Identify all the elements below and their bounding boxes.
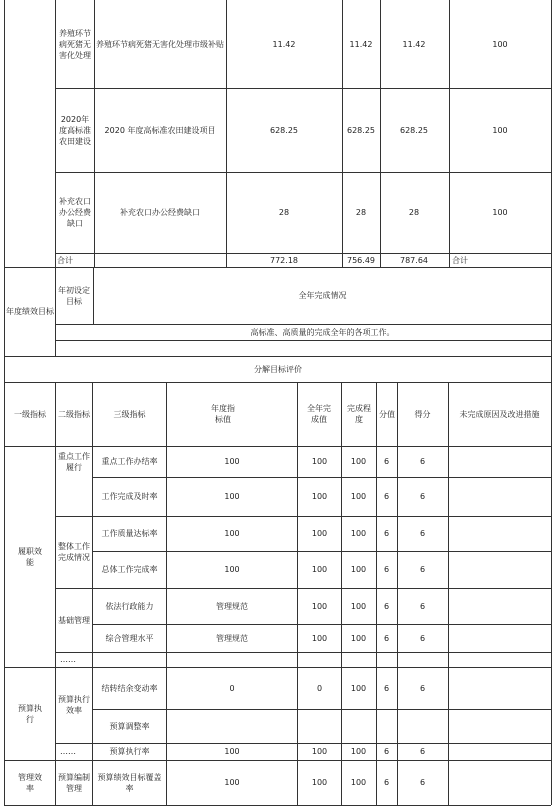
value-b-1: 11.42 xyxy=(349,39,373,49)
ellipsis-2: …… xyxy=(60,747,76,756)
subgroup-budget-eff: 预算执行效率 xyxy=(58,695,90,715)
group-perf: 履职效能 xyxy=(18,546,42,567)
value-b-2: 628.25 xyxy=(347,125,375,135)
total-label: 合计 xyxy=(57,255,73,265)
row-degree: 100 xyxy=(350,492,367,501)
row-actual: 100 xyxy=(311,633,328,643)
row-points: 6 xyxy=(383,778,390,787)
annual-completion-label: 全年完成情况 xyxy=(298,291,347,300)
row-actual: 100 xyxy=(311,565,328,574)
row-score: 6 xyxy=(419,529,426,538)
row-score: 6 xyxy=(419,565,426,574)
project-desc-2: 2020 年度高标准农田建设项目 xyxy=(104,125,216,135)
value-a-3: 28 xyxy=(278,208,290,217)
value-c-2: 628.25 xyxy=(400,125,428,135)
ellipsis-1: …… xyxy=(60,655,76,664)
project-name-2: 2020年度高标准农田建设 xyxy=(59,114,91,146)
row-target: 100 xyxy=(224,565,240,574)
row-actual: 100 xyxy=(311,457,328,466)
breakdown-title: 分解目标评价 xyxy=(254,364,302,374)
row-target: 100 xyxy=(224,529,240,538)
header-level2: 二级指标 xyxy=(58,409,90,419)
row-level3: 预算绩效目标覆盖率 xyxy=(97,772,162,793)
row-actual: 100 xyxy=(311,747,328,756)
group-mgmt: 管理效率 xyxy=(18,772,42,793)
row-level3: 预算执行率 xyxy=(109,747,150,756)
total-a: 772.18 xyxy=(270,255,298,265)
row-score: 6 xyxy=(419,778,426,787)
total-b: 756.49 xyxy=(347,255,375,265)
row-actual: 100 xyxy=(311,529,328,538)
score-1: 100 xyxy=(492,39,508,49)
row-score: 6 xyxy=(419,492,426,501)
row-level3: 总体工作完成率 xyxy=(101,565,158,574)
row-target xyxy=(168,710,296,742)
project-name-1: 养殖环节病死猪无害化处理 xyxy=(59,28,91,60)
row-score: 6 xyxy=(419,457,426,466)
value-c-1: 11.42 xyxy=(402,39,426,49)
row-points xyxy=(377,710,396,742)
header-completion: 全年完成值 xyxy=(307,404,331,424)
annual-content: 高标准、高质量的完成全年的各项工作。 xyxy=(250,327,395,337)
group-budget: 预算执行 xyxy=(18,703,42,724)
row-degree: 100 xyxy=(350,778,367,787)
total-label-2: 合计 xyxy=(452,255,468,265)
row-target: 管理规范 xyxy=(216,633,248,643)
row-degree xyxy=(342,710,375,742)
header-annual-target: 年度指标值 xyxy=(211,404,235,424)
row-degree: 100 xyxy=(350,747,367,756)
row-score: 6 xyxy=(419,601,426,611)
row-score: 6 xyxy=(419,633,426,643)
row-points: 6 xyxy=(383,457,390,466)
row-points: 6 xyxy=(383,747,390,756)
row-target: 0 xyxy=(229,683,235,693)
row-target: 100 xyxy=(224,492,240,501)
subgroup-budget-target: 预算编制管理 xyxy=(58,772,90,793)
row-points: 6 xyxy=(383,633,390,643)
row-level3: 预算调整率 xyxy=(109,721,150,731)
row-actual xyxy=(299,710,340,742)
value-a-2: 628.25 xyxy=(270,125,298,135)
row-target: 100 xyxy=(224,778,240,787)
row-level3: 工作完成及时率 xyxy=(101,492,158,501)
row-score: 6 xyxy=(419,683,426,693)
annual-label: 年度绩效目标 xyxy=(6,307,54,316)
row-level3: 依法行政能力 xyxy=(105,601,154,611)
header-degree: 完成程度 xyxy=(347,404,371,424)
row-degree: 100 xyxy=(350,529,367,538)
subgroup-overall: 整体工作完成情况 xyxy=(58,542,90,562)
header-level3: 三级指标 xyxy=(113,409,146,419)
row-actual: 0 xyxy=(316,683,323,693)
project-name-3: 补充农口办公经费缺口 xyxy=(59,197,91,228)
header-score: 得分 xyxy=(414,409,431,419)
header-reason: 未完成原因及改进措施 xyxy=(459,409,540,419)
header-level1: 一级指标 xyxy=(14,409,46,419)
subgroup-basic: 基础管理 xyxy=(58,615,90,625)
row-target: 管理规范 xyxy=(216,601,248,611)
row-score xyxy=(398,710,447,742)
row-degree: 100 xyxy=(350,601,367,611)
header-points: 分值 xyxy=(379,409,395,419)
row-level3: 重点工作办结率 xyxy=(101,457,158,466)
row-degree: 100 xyxy=(350,457,367,466)
row-degree: 100 xyxy=(350,683,367,693)
row-level3: 综合管理水平 xyxy=(105,633,154,643)
project-desc-3: 补充农口办公经费缺口 xyxy=(120,208,200,217)
row-score: 6 xyxy=(419,747,426,756)
row-level3: 结转结余变动率 xyxy=(101,683,158,693)
initial-target-label: 年初设定目标 xyxy=(58,285,90,306)
score-2: 100 xyxy=(492,125,508,135)
value-a-1: 11.42 xyxy=(272,39,296,49)
row-points: 6 xyxy=(383,565,390,574)
row-degree: 100 xyxy=(350,565,367,574)
row-actual: 100 xyxy=(311,492,328,501)
subgroup-focus: 重点工作履行 xyxy=(58,451,90,472)
value-b-3: 28 xyxy=(355,208,367,217)
row-actual: 100 xyxy=(311,601,328,611)
row-degree: 100 xyxy=(350,633,367,643)
row-target: 100 xyxy=(224,747,240,756)
project-desc-1: 养殖环节病死猪无害化处理市级补贴 xyxy=(96,39,224,49)
value-c-3: 28 xyxy=(408,208,420,217)
row-points: 6 xyxy=(383,683,390,693)
row-actual: 100 xyxy=(311,778,328,787)
row-points: 6 xyxy=(383,492,390,501)
row-target: 100 xyxy=(224,457,240,466)
row-points: 6 xyxy=(383,601,390,611)
score-3: 100 xyxy=(492,208,508,217)
row-level3: 工作质量达标率 xyxy=(101,529,158,538)
row-points: 6 xyxy=(383,529,390,538)
total-c: 787.64 xyxy=(400,255,428,265)
